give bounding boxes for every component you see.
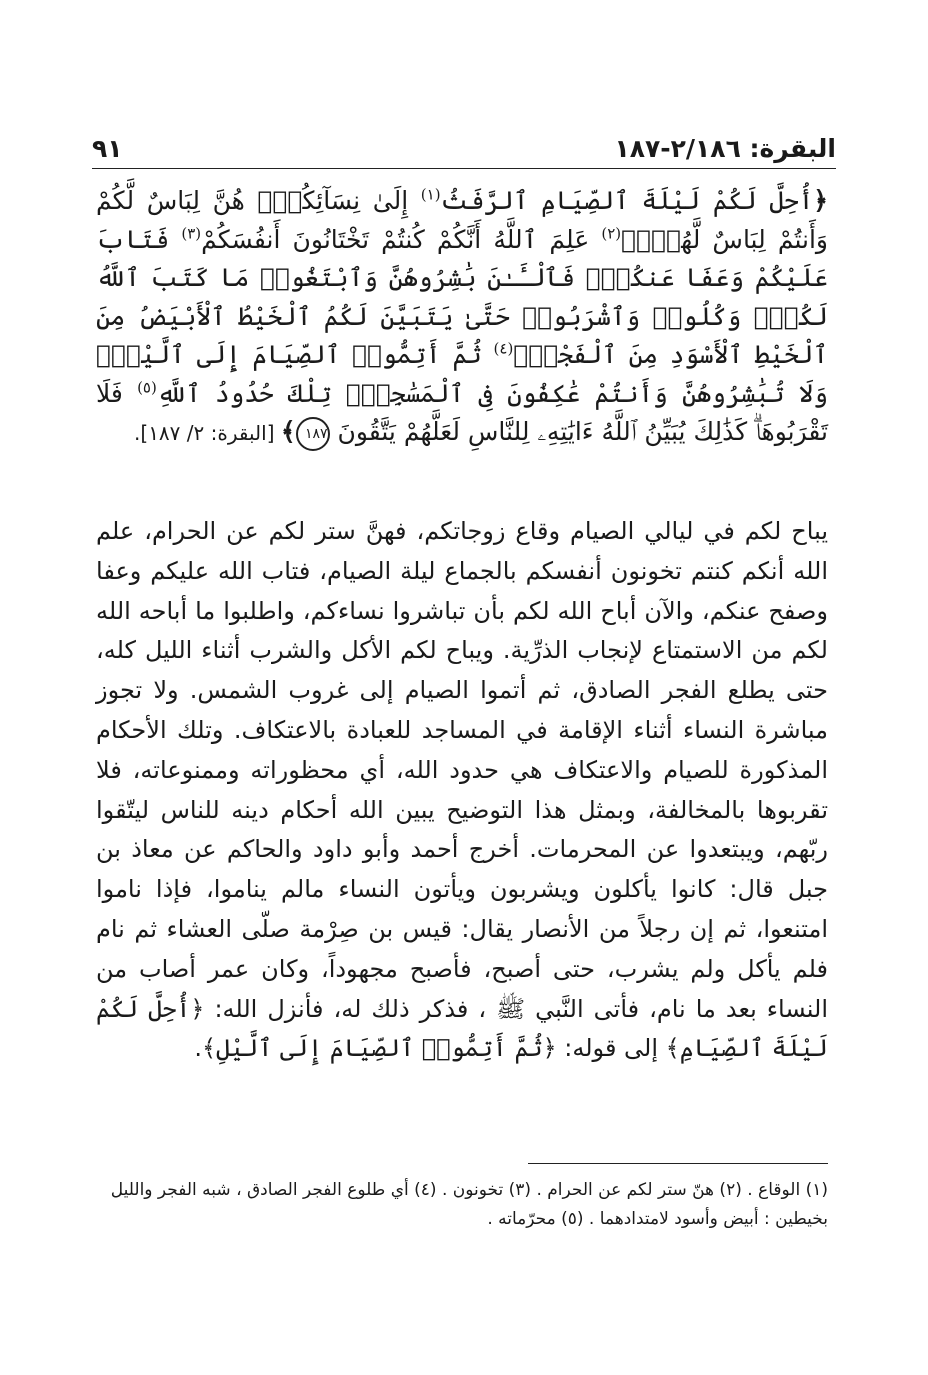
verse-text-part-5: ثُمَّ أَتِمُّوا۟ ٱلصِّيَامَ إِلَى ٱلَّيْلِۚ وَلَا تُبَٰشِرُوهُنَّ وَأَنتُمْ عَٰكِفُونَ فِى ٱلْمَسَٰجِدِۗ تِلْكَ حُدُودُ ٱللَّهِ: [96, 340, 828, 408]
verse-text-part-6: فَلَا تَقْرَبُوهَاۗ كَذَٰلِكَ يُبَيِّنُ ٱللَّهُ ءَايَٰتِهِۦ لِلنَّاسِ لَعَلَّهُمْ يَتَّقُونَ: [96, 378, 828, 446]
header-divider: [92, 168, 836, 169]
footnote-divider: [528, 1163, 828, 1164]
verse-text-part-2: إِلَىٰ نِسَآئِكُمْۚ هُنَّ لِبَاسٌ لَّكُمْ وَأَنتُمْ لِبَاسٌ لَّهُنَّۗ: [96, 186, 828, 254]
verse-citation: [البقرة: ٢/ ١٨٧].: [134, 421, 281, 445]
footnote-marker-1: (١): [420, 185, 441, 204]
footnote-marker-2: (٢): [601, 224, 622, 243]
verse-text-part-4: فَتَابَ عَلَيْكُمْ وَعَفَا عَنكُمْۖ فَٱلْـَٔـٰنَ بَٰشِرُوهُنَّ وَٱبْتَغُوا۟ مَا كَتَبَ ٱللَّهُ لَكُمْۚ وَكُلُوا۟ وَٱشْرَبُوا۟ حَتَّىٰ يَتَبَيَّنَ لَكُمُ ٱلْخَيْطُ ٱلْأَبْيَضُ مِنَ ٱلْخَيْطِ ٱلْأَسْوَدِ مِنَ ٱلْفَجْرِۖ: [96, 224, 828, 369]
tafsir-text-2: إلى قوله:: [556, 1034, 666, 1063]
surah-reference: البقرة: ٢/١٨٦-١٨٧: [614, 133, 836, 163]
ayah-number-medallion: ١٨٧: [296, 417, 330, 451]
footnote-marker-5: (٥): [137, 378, 157, 397]
quoted-verse-2: ﴿ثُمَّ أَتِمُّوا۟ ٱلصِّيَامَ إِلَى ٱلَّيْلِ﴾: [202, 1034, 557, 1063]
footnotes: [100, 1176, 828, 1234]
quran-verse: [96, 182, 828, 453]
tafsir-text-1: يباح لكم في ليالي الصيام وقاع زوجاتكم، فهنَّ ستر لكم عن الحرام، علم الله أنكم كنتم تخونون أنفسكم بالجماع ليلة الصيام، فتاب الله عليكم وعفا وصفح عنكم، والآن أباح الله لكم بأن تباشروا نساءكم، واطلبوا ما أباحه الله لكم من الاستمتاع لإنجاب الذرِّية. ويباح لكم الأكل والشرب أثناء الليل كله، حتى يطلع الفجر الصادق، ثم أتموا الصيام إلى غروب الشمس. ولا تجوز مباشرة النساء أثناء الإقامة في المساجد للعبادة بالاعتكاف. وتلك الأحكام المذكورة للصيام والاعتكاف هي حدود الله، أي محظوراته وممنوعاته، فلا تقربوها بالمخالفة، وبمثل هذا التوضيح يبين الله أحكام دينه للناس ليتّقوا ربّهم، ويبتعدوا عن المحرمات. أخرج أحمد وأبو داود والحاكم عن معاذ بن جبل قال: كانوا يأكلون ويشربون ويأتون النساء مالم يناموا، فإذا ناموا امتنعوا، ثم إن رجلاً من الأنصار يقال: قيس بن صِرْمة صلّى العشاء ثم نام فلم يأكل ولم يشرب، حتى أصبح، فأصبح مجهوداً، وكان عمر أصاب من النساء بعد ما نام، فأتى النَّبي ﷺ ، فذكر ذلك له، فأنزل الله:: [96, 517, 828, 1023]
verse-text-part-1: أُحِلَّ لَكُمْ لَيْلَةَ ٱلصِّيَامِ ٱلرَّفَثُ: [440, 186, 814, 215]
footnote-line-2: بخيطين : أبيض وأسود لامتدادهما . (٥) محرّماته .: [487, 1209, 828, 1229]
tafsir-text-3: .: [194, 1034, 203, 1063]
footnote-marker-4: (٤): [493, 339, 514, 358]
tafsir-paragraph: [96, 512, 828, 1069]
footnote-line-1: (١) الوقاع . (٢) هنّ ستر لكم عن الحرام . (٣) تخونون . (٤) أي طلوع الفجر الصادق ، شبه الفجر والليل: [110, 1180, 828, 1200]
page-header: [92, 128, 836, 168]
quoted-verse-1: ﴿أُحِلَّ لَكُمْ لَيْلَةَ ٱلصِّيَامِ﴾: [96, 994, 828, 1063]
verse-text-part-3: عَلِمَ ٱللَّهُ أَنَّكُمْ كُنتُمْ تَخْتَانُونَ أَنفُسَكُمْ: [201, 224, 602, 254]
page-number: ٩١: [92, 133, 123, 163]
verse-open-bracket: ﴿: [813, 186, 829, 215]
verse-close-bracket: ﴾: [280, 417, 296, 446]
footnote-marker-3: (٣): [181, 224, 202, 243]
